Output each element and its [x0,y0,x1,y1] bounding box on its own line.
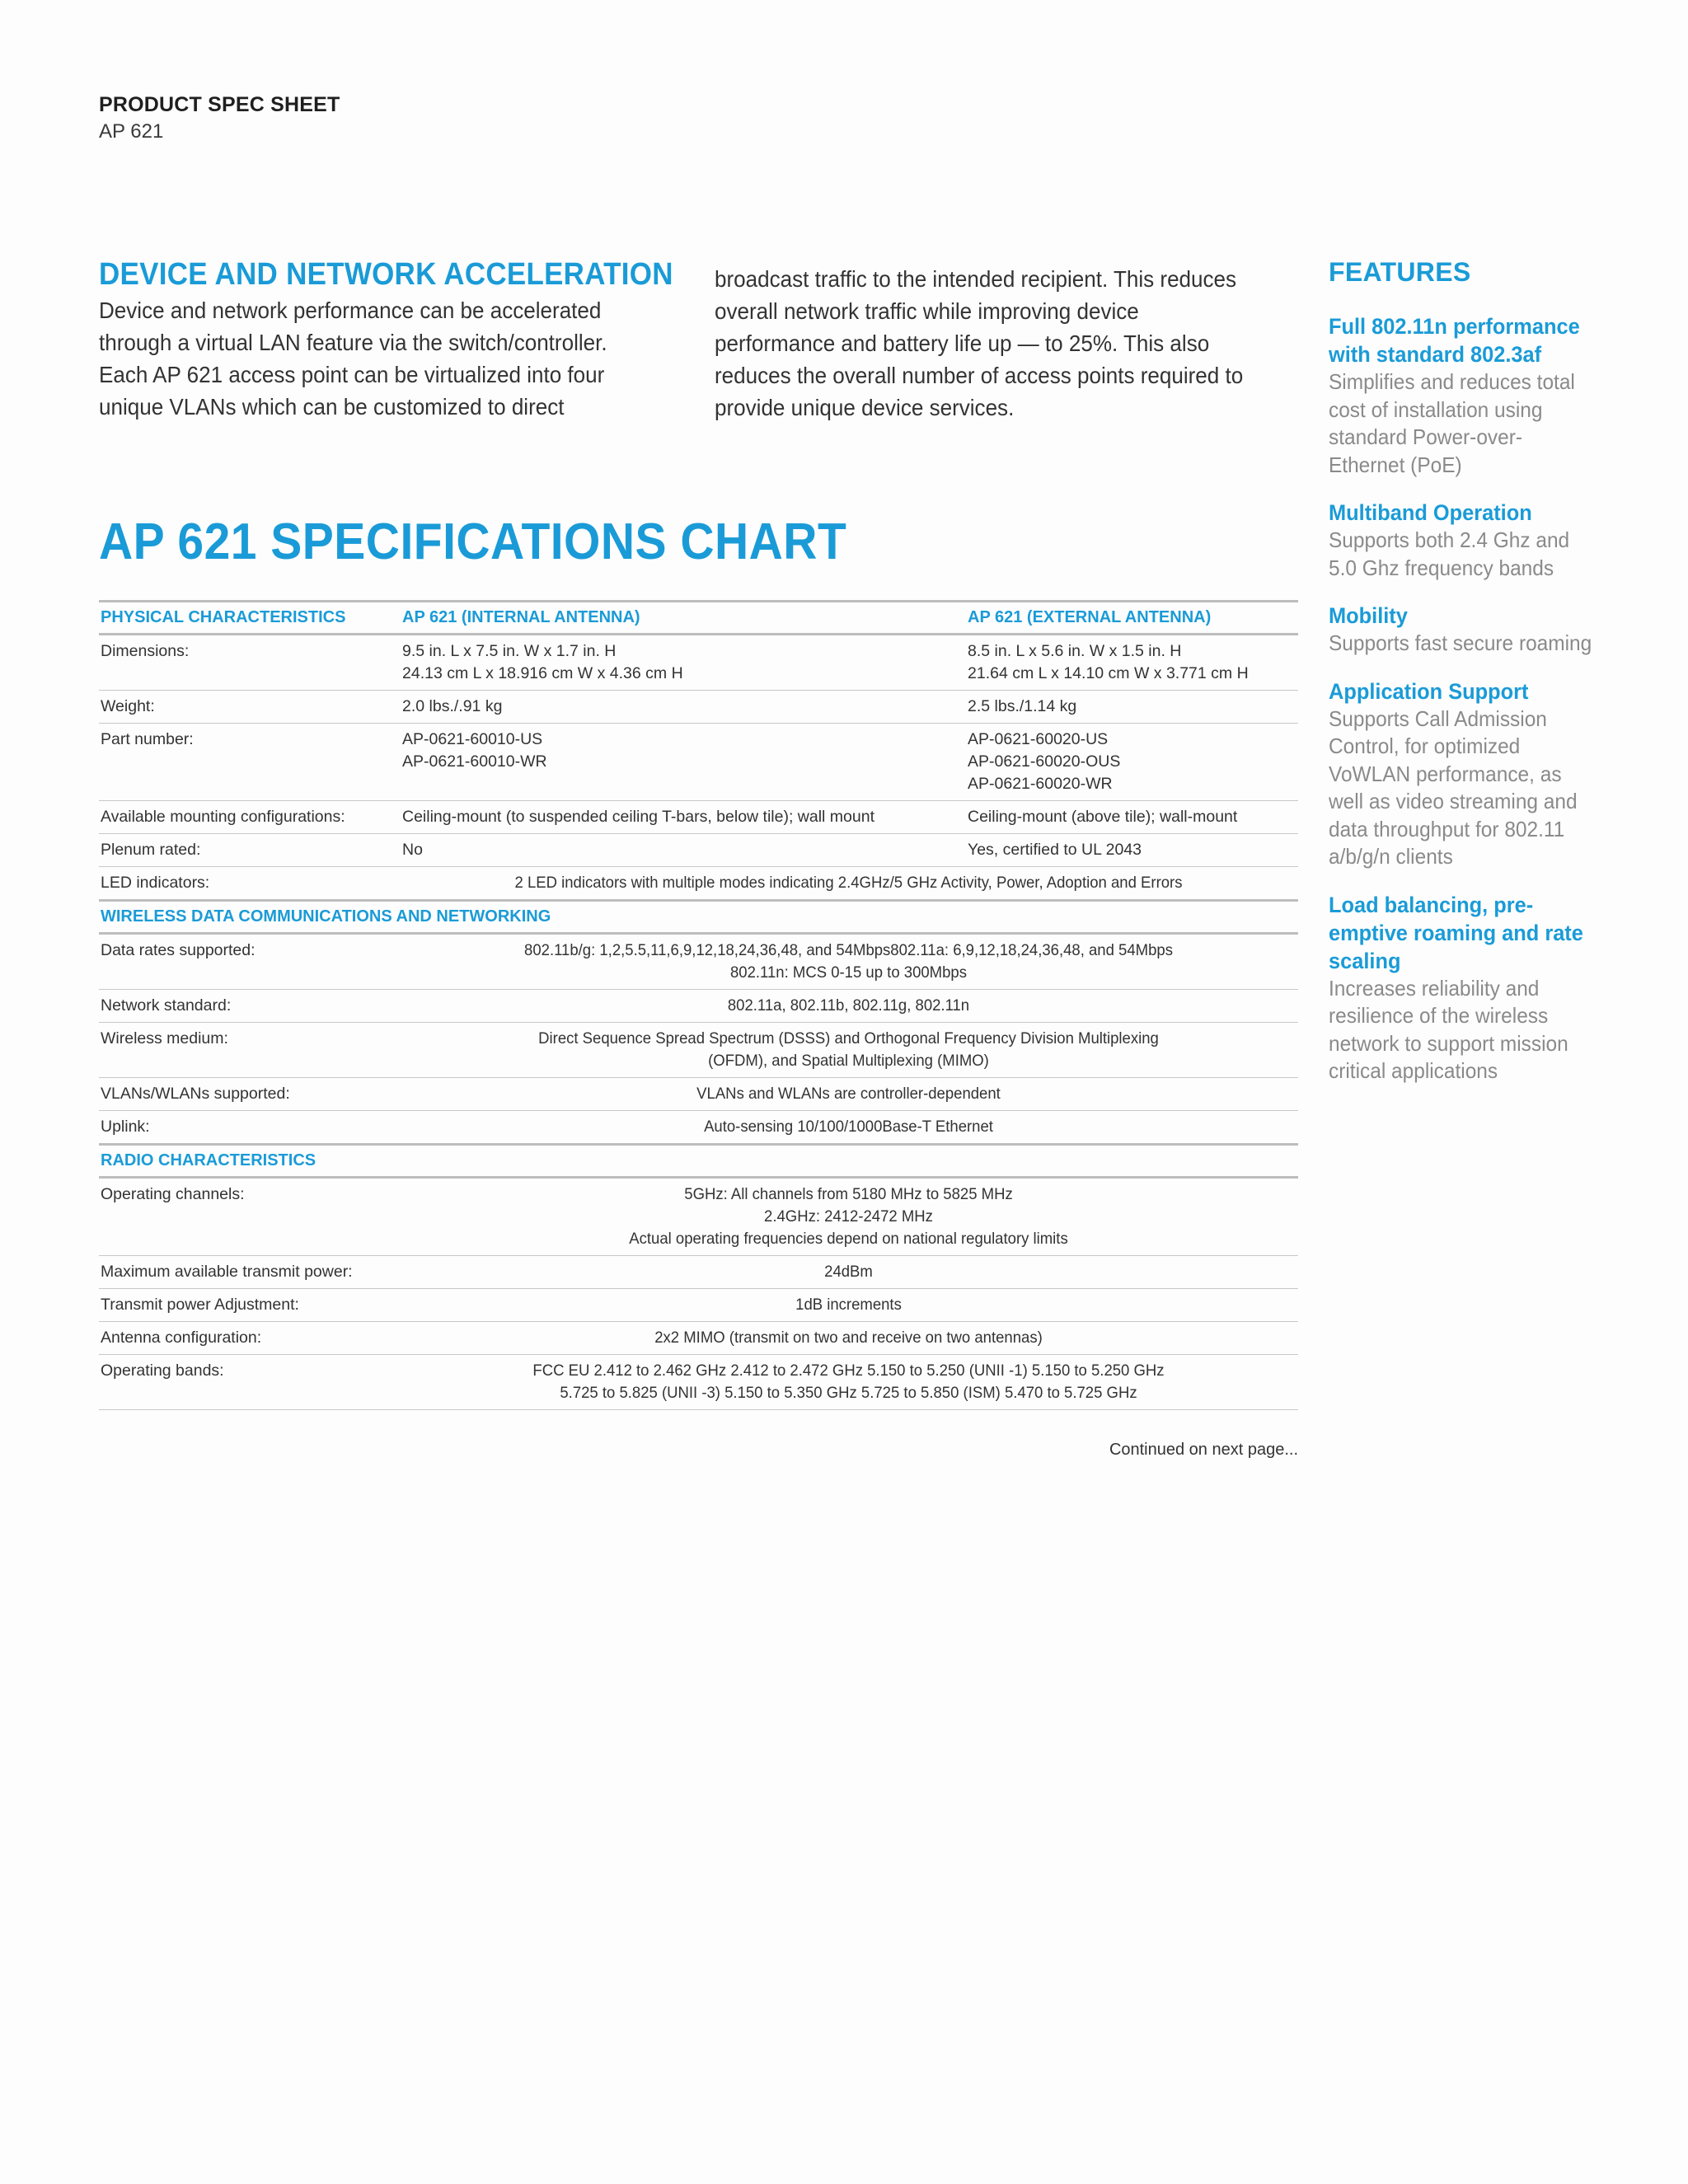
row-label: Network standard: [99,990,401,1023]
internal-value-line: 2.0 lbs./.91 kg [402,697,503,715]
table-row [99,1178,1298,1256]
column-header: AP 621 (INTERNAL ANTENNA) [401,602,966,635]
wireless-header-row [99,901,1298,934]
table-row [99,934,1298,990]
feature-heading: Mobility [1329,603,1408,628]
spanned-value-line: 802.11b/g: 1,2,5.5,11,6,9,12,18,24,36,48, and 54Mbps802.11a: 6,9,12,18,24,36,48, and 54Mbps [524,941,1173,959]
row-label: Part number: [99,724,401,801]
external-value-line: 21.64 cm L x 14.10 cm W x 3.771 cm H [968,664,1249,682]
row-label: Transmit power Adjustment: [99,1289,401,1322]
spanned-value-line: 24dBm [824,1263,873,1281]
row-label: Operating bands: [99,1355,401,1410]
feature-heading: Application Support [1329,678,1529,704]
spanned-value-block [424,1116,1273,1138]
intro-right-column [715,263,1275,424]
row-label: LED indicators: [99,867,401,901]
internal-value-line: AP-0621-60010-US [402,730,543,748]
row-label: Operating channels: [99,1178,401,1256]
spec-table [99,600,1298,1410]
row-label: Data rates supported: [99,934,401,990]
spec-chart-title: AP 621 SPECIFICATIONS CHART [99,513,847,570]
feature-heading: Full 802.11n performance with standard 802.3af [1329,314,1580,367]
row-label: Plenum rated: [99,834,401,867]
row-label: Uplink: [99,1111,401,1145]
spanned-value [401,1355,1298,1410]
spanned-value [401,1111,1298,1145]
spanned-value-block [424,995,1273,1017]
table-row [99,801,1298,834]
continued-note: Continued on next page... [1109,1441,1298,1459]
column-header: PHYSICAL CHARACTERISTICS [99,602,401,635]
table-row [99,1322,1298,1355]
spanned-value [401,1078,1298,1111]
internal-value [401,691,966,724]
radio-header-row [99,1145,1298,1178]
external-value-line: AP-0621-60020-WR [968,775,1113,793]
spanned-value-line: (OFDM), and Spatial Multiplexing (MIMO) [708,1052,989,1070]
spanned-value [401,1023,1298,1078]
spanned-value-line: 2 LED indicators with multiple modes indicating 2.4GHz/5 GHz Activity, Power, Adoption and Errors [514,874,1183,892]
internal-value [401,801,966,834]
spanned-value [401,990,1298,1023]
spanned-value-block [424,1294,1273,1316]
column-header: AP 621 (EXTERNAL ANTENNA) [966,602,1298,635]
external-value-line: 2.5 lbs./1.14 kg [968,697,1077,715]
spanned-value-line: Auto-sensing 10/100/1000Base-T Ethernet [704,1118,993,1136]
internal-value [401,724,966,801]
table-row [99,1289,1298,1322]
internal-value [401,635,966,691]
model-label: AP 621 [99,120,164,143]
spanned-value [401,867,1298,901]
external-value [966,691,1298,724]
feature-heading: Load balancing, pre-emptive roaming and rate scaling [1329,892,1583,973]
table-row [99,1355,1298,1410]
table-row [99,867,1298,901]
table-row [99,834,1298,867]
intro-left-text: Device and network performance can be accelerated through a virtual LAN feature via the switch/controller. Each AP 621 access point can be virtualized into four unique VLANs which can be customized to direct [99,298,607,419]
spanned-value-block [424,1183,1273,1250]
external-value-line: 8.5 in. L x 5.6 in. W x 1.5 in. H [968,642,1182,660]
table-row [99,724,1298,801]
spanned-value [401,934,1298,990]
spanned-value [401,1289,1298,1322]
intro-left-column [99,257,673,423]
internal-value-line: 9.5 in. L x 7.5 in. W x 1.7 in. H [402,642,617,660]
external-value-line: Yes, certified to UL 2043 [968,841,1142,859]
spanned-value-line: Direct Sequence Spread Spectrum (DSSS) and Orthogonal Frequency Division Multiplexing [538,1029,1159,1047]
spanned-value-line: FCC EU 2.412 to 2.462 GHz 2.412 to 2.472 GHz 5.150 to 5.250 (UNII -1) 5.150 to 5.250 GHz [532,1361,1165,1380]
row-label: Maximum available transmit power: [99,1256,401,1289]
features-title: FEATURES [1329,257,1471,287]
feature-item [1329,891,1601,1085]
feature-item [1329,499,1601,582]
spanned-value-line: 1dB increments [795,1296,902,1314]
spanned-value-line: 802.11n: MCS 0-15 up to 300Mbps [730,963,967,982]
spanned-value [401,1178,1298,1256]
spanned-value [401,1256,1298,1289]
row-label: VLANs/WLANs supported: [99,1078,401,1111]
internal-value-line: 24.13 cm L x 18.916 cm W x 4.36 cm H [402,664,683,682]
table-row [99,691,1298,724]
spanned-value-line: 5.725 to 5.825 (UNII -3) 5.150 to 5.350 GHz 5.725 to 5.850 (ISM) 5.470 to 5.725 GHz [560,1384,1137,1402]
feature-item [1329,312,1601,479]
internal-value [401,834,966,867]
table-row [99,990,1298,1023]
spanned-value-line: Actual operating frequencies depend on national regulatory limits [629,1230,1068,1248]
feature-description: Supports Call Admission Control, for optimized VoWLAN performance, as well as video streaming and data throughput for 802.11 a/b/g/n clients [1329,705,1578,869]
external-value [966,724,1298,801]
physical-header-row [99,602,1298,635]
external-value-line: AP-0621-60020-US [968,730,1109,748]
spanned-value-block [424,1083,1273,1105]
spanned-value-block [424,1028,1273,1072]
row-label: Weight: [99,691,401,724]
feature-description: Supports fast secure roaming [1329,630,1592,655]
table-row [99,1023,1298,1078]
spanned-value-line: 2.4GHz: 2412-2472 MHz [764,1207,933,1226]
spanned-value-line: 2x2 MIMO (transmit on two and receive on two antennas) [654,1329,1043,1347]
spanned-value [401,1322,1298,1355]
spanned-value-line: 802.11a, 802.11b, 802.11g, 802.11n [727,996,970,1015]
external-value [966,834,1298,867]
spanned-value-block [424,1360,1273,1404]
table-row [99,635,1298,691]
feature-description: Simplifies and reduces total cost of installation using standard Power-over-Ethernet (PoE) [1329,369,1575,477]
external-value [966,635,1298,691]
row-label: Dimensions: [99,635,401,691]
internal-value-line: AP-0621-60010-WR [402,752,547,771]
page-header [99,93,340,143]
intro-title: DEVICE AND NETWORK ACCELERATION [99,257,673,292]
external-value [966,801,1298,834]
external-value-line: AP-0621-60020-OUS [968,752,1121,771]
spanned-value-line: VLANs and WLANs are controller-dependent [696,1085,1001,1103]
features-list [1329,312,1601,1085]
feature-description: Supports both 2.4 Ghz and 5.0 Ghz frequency bands [1329,527,1570,580]
table-row [99,1078,1298,1111]
intro-right-text: broadcast traffic to the intended recipient. This reduces overall network traffic while improving device performance and battery life up — to 25%. This also reduces the overall number of access points required to provide unique device services. [715,266,1244,420]
section-header: WIRELESS DATA COMMUNICATIONS AND NETWORKING [99,901,1298,934]
features-sidebar [1329,257,1601,1105]
row-label: Wireless medium: [99,1023,401,1078]
doc-type-label: PRODUCT SPEC SHEET [99,93,340,116]
internal-value-line: Ceiling-mount (to suspended ceiling T-bars, below tile); wall mount [402,808,875,826]
external-value-line: Ceiling-mount (above tile); wall-mount [968,808,1238,826]
feature-item [1329,677,1601,871]
spanned-value-line: 5GHz: All channels from 5180 MHz to 5825 MHz [684,1185,1013,1203]
feature-description: Increases reliability and resilience of the wireless network to support mission critical applications [1329,975,1568,1083]
table-row [99,1256,1298,1289]
spanned-value-block [424,940,1273,984]
row-label: Antenna configuration: [99,1322,401,1355]
spanned-value-block [424,1261,1273,1283]
internal-value-line: No [402,841,423,859]
row-label: Available mounting configurations: [99,801,401,834]
feature-item [1329,602,1601,658]
section-header: RADIO CHARACTERISTICS [99,1145,1298,1178]
spanned-value-block [424,1327,1273,1349]
feature-heading: Multiband Operation [1329,500,1532,525]
table-row [99,1111,1298,1145]
